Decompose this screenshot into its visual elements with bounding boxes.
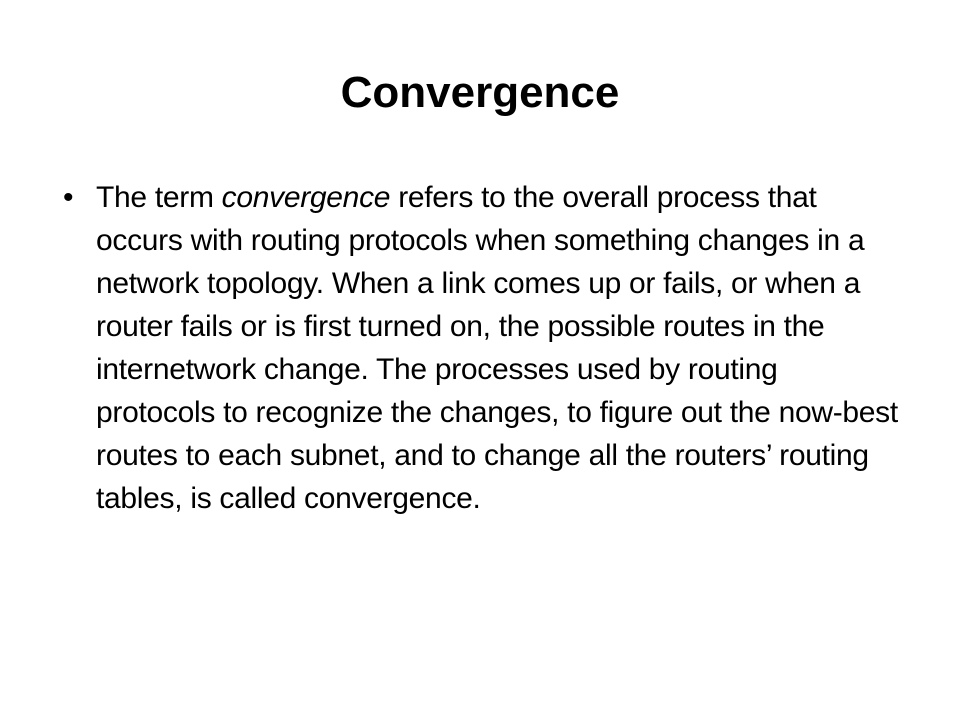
slide-title: Convergence bbox=[340, 68, 620, 117]
bullet-text-rest: refers to the overall process that occurs with routing protocols when something changes in a network topology. When a link comes up or fails, or when a router fails or is first turned on, the possible routes in the internetwork change. The processes used by routing protocols to recognize the changes, to figure out the now-best routes to each subnet, and to change all the routers’ routing tables, is called convergence. bbox=[96, 181, 898, 515]
bullet-item bbox=[63, 176, 903, 520]
bullet-emphasis: convergence bbox=[221, 181, 391, 214]
bullet-list bbox=[63, 176, 903, 520]
bullet-text-start: The term bbox=[96, 181, 222, 214]
bullet-text bbox=[96, 181, 898, 515]
bullet-marker: • bbox=[63, 181, 74, 214]
